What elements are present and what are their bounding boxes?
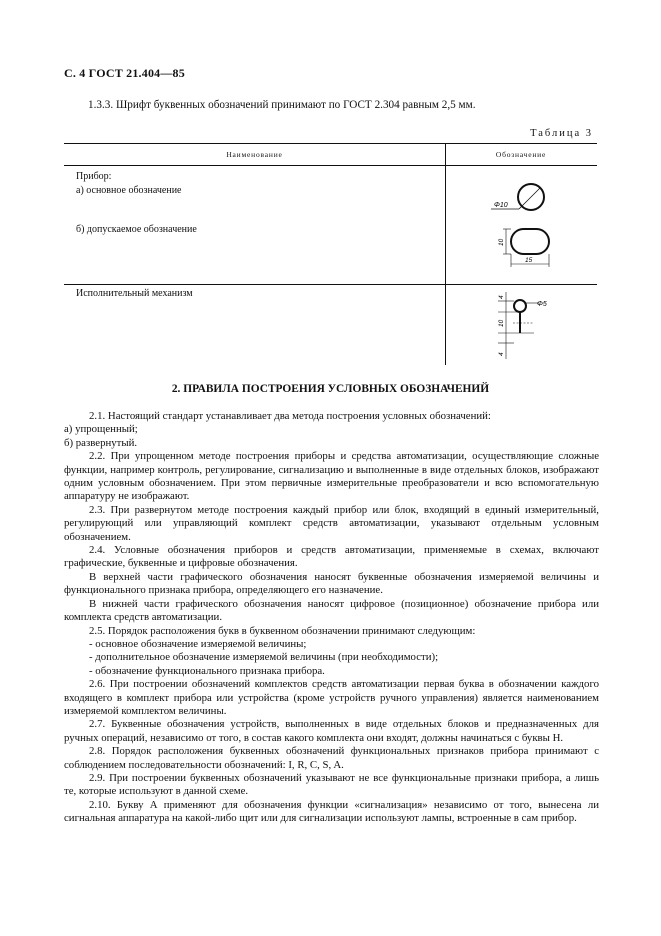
dim-act-circle: Φ5 (537, 301, 547, 308)
oval-symbol-icon (498, 229, 549, 267)
col-name-header: Наименование (226, 150, 283, 159)
dim-act-mid: 10 (498, 319, 505, 327)
paragraph: В верхней части графического обозначения наносят буквенные обозначения измеряемой величины и функционального признака прибора, определяющего его назначение. (64, 570, 599, 597)
paragraph: 2.3. При развернутом методе построения каждый прибор или блок, входящий в единый измерительный, регулирующий или управляющий комплект средств автоматизации, указывают отдельным условным обозначением. (64, 503, 599, 543)
dim-circle-diam: Φ10 (494, 202, 508, 209)
paragraph: 2.2. При упрощенном методе построения приборы и средства автоматизации, осуществляющие сложные функции, например контроль, регулирование, сигнализацию и выполненные в виде отдельных блоков, изображают одним условным обозначением. При этом первичные измерительные преобразователи и всю вспомогательную аппаратуру не изображают. (64, 450, 599, 503)
table-3 (64, 143, 597, 365)
row-device-heading: Прибор: (76, 171, 112, 182)
dim-oval-height: 10 (498, 238, 505, 246)
paragraph: 2.5. Порядок расположения букв в буквенном обозначении принимают следующим: (89, 624, 476, 637)
actuator-symbol-icon (498, 292, 547, 359)
list-item: б) развернутый. (64, 436, 138, 449)
intro-paragraph: 1.3.3. Шрифт буквенных обозначений принимают по ГОСТ 2.304 равным 2,5 мм. (88, 99, 476, 111)
paragraph: 2.1. Настоящий стандарт устанавливает два метода построения условных обозначений: (89, 410, 491, 422)
dim-act-bottom: 4 (498, 352, 505, 356)
list-item: - дополнительное обозначение измеряемой величины (при необходимости); (89, 651, 439, 664)
page-header: С. 4 ГОСТ 21.404—85 (64, 66, 185, 80)
row-device-alt: б) допускаемое обозначение (76, 224, 197, 235)
list-item: а) упрощенный; (64, 423, 138, 436)
paragraph: 2.6. При построении обозначений комплектов средств автоматизации первая буква в обозначении каждого входящего в комплект прибора или устройства (кроме устройств ручного управления) является наименованием измеряемой комплектом величины. (64, 678, 599, 717)
col-symbol-header: Обозначение (495, 150, 547, 159)
section-title: 2. ПРАВИЛА ПОСТРОЕНИЯ УСЛОВНЫХ ОБОЗНАЧЕНИЙ (171, 383, 490, 395)
paragraph: В нижней части графического обозначения наносят цифровое (позиционное) обозначение прибора или комплекта средств автоматизации. (64, 597, 599, 624)
section-body (64, 410, 599, 826)
paragraph: 2.8. Порядок расположения буквенных обозначений функциональных признаков прибора принимают с соблюдением последовательности обозначений: I, R, C, S, A. (64, 745, 599, 771)
paragraph: 2.9. При построении буквенных обозначений указывают не все функциональные признаки прибора, а лишь те, которые используют в данной схеме. (64, 771, 599, 798)
symbol-drawings (64, 143, 597, 365)
table-label: Таблица 3 (530, 128, 593, 139)
list-item: - обозначение функционального признака прибора. (89, 664, 325, 677)
list-item: - основное обозначение измеряемой величины; (89, 637, 307, 650)
dim-act-top: 4 (498, 295, 505, 299)
paragraph: 2.10. Букву А применяют для обозначения функции «сигнализация» независимо от того, вынесена ли сигнальная аппаратура на какой-либо щит или для сигнализации используют лампы, встроенные в сам прибор. (64, 798, 599, 825)
paragraph: 2.4. Условные обозначения приборов и средств автоматизации, применяемые в схемах, включают графические, буквенные и цифровые обозначения. (64, 544, 599, 570)
row-device-main: а) основное обозначение (76, 185, 182, 196)
circle-symbol-icon (491, 184, 544, 210)
paragraph: 2.7. Буквенные обозначения устройств, выполненных в виде отдельных блоков и предназначенных для ручных операций, независимо от того, в состав какого комплекта они входят, должны начинаться с буквы Н. (64, 718, 599, 744)
dim-oval-width: 15 (525, 257, 533, 264)
row-actuator: Исполнительный механизм (76, 288, 193, 299)
